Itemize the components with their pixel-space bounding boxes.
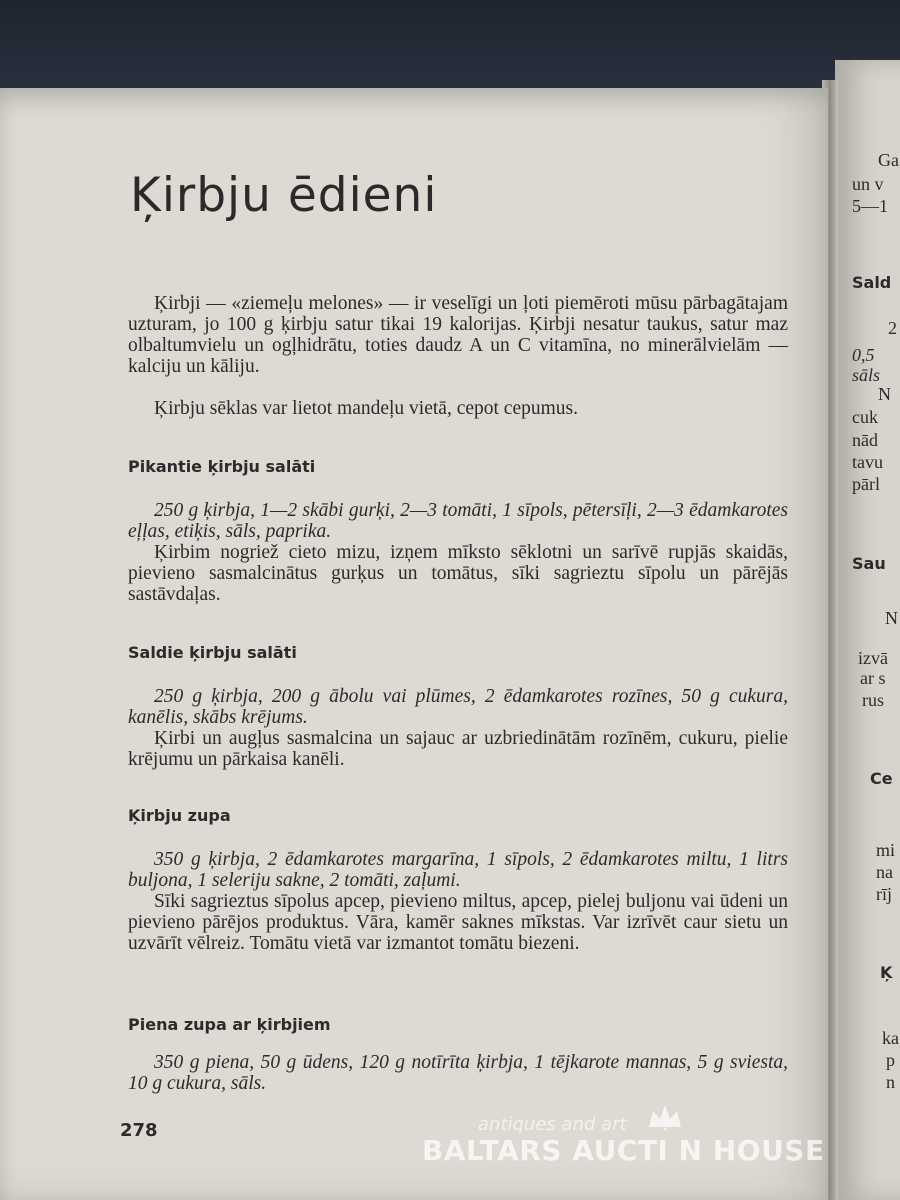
right-page-text: 2 (888, 318, 897, 338)
left-page (0, 88, 828, 1200)
right-page-text: pārl (852, 474, 880, 494)
recipe-heading: Saldie ķirbju salāti (128, 643, 297, 662)
recipe-ingredients: 350 g ķirbja, 2 ēdamkarotes margarīna, 1 sīpols, 2 ēdamkarotes miltu, 1 litrs buljona, 1 seleriju sakne, 2 tomāti, zaļumi. (128, 849, 788, 891)
right-page-text: rus (862, 690, 884, 710)
right-page-text: Ķ (880, 963, 893, 982)
right-page-text: na (876, 862, 893, 882)
right-page-text: Ga (878, 150, 899, 170)
watermark-brand: BALTARS AUCTI N HOUSE (422, 1134, 825, 1167)
right-page-text: N (878, 384, 891, 404)
page-title: Ķirbju ēdieni (130, 168, 438, 223)
crown-logo-icon (645, 1103, 685, 1131)
recipe-method: Ķirbi un augļus sasmalcina un sajauc ar uzbriedinātām rozīnēm, cukuru, pielie krējumu un pārkaisa kanēli. (128, 728, 788, 770)
right-page-text: un v (852, 174, 884, 194)
right-page-text: ar s (860, 668, 886, 688)
right-page-text: tavu (852, 452, 883, 472)
right-page-text: cuk (852, 407, 878, 427)
right-page-text: 5—1 (852, 196, 888, 216)
recipe-method: Sīki sagrieztus sīpolus apcep, pievieno miltus, apcep, pielej buljonu vai ūdeni un pievieno pārējos produktus. Vāra, kamēr saknes mīkstas. Var izrīvēt caur sietu un uzvārīt vēlreiz. Tomātu vietā var izmantot tomātu biezeni. (128, 891, 788, 954)
recipe-method: Ķirbim nogriež cieto mizu, izņem mīksto sēklotni un sarīvē rupjās skaidās, pievieno sasmalcinātus gurķus un tomātus, sīki sagrieztu sīpolu un pārējās sastāvdaļas. (128, 542, 788, 605)
intro-paragraph: Ķirbji — «ziemeļu melones» — ir veselīgi un ļoti piemēroti mūsu pārbagātajam uzturam, jo 100 g ķirbju satur tikai 19 kalorijas. Ķirbji nesatur taukus, satur maz olbaltumvielu un ogļhidrātu, toties daudz A un C vitamīna, no minerālvielām — kalciju un kāliju. (128, 293, 788, 377)
right-page-text: 0,5 (852, 345, 875, 365)
right-page-text: nād (852, 430, 878, 450)
right-page-text: n (886, 1072, 895, 1092)
right-page-text: Ce (870, 769, 893, 788)
right-page-text: ka (882, 1028, 899, 1048)
right-page-text: sāls (852, 365, 881, 385)
intro-paragraph: Ķirbju sēklas var lietot mandeļu vietā, cepot cepumus. (154, 398, 579, 419)
recipe-heading: Piena zupa ar ķirbjiem (128, 1015, 331, 1034)
recipe-ingredients: 350 g piena, 50 g ūdens, 120 g notīrīta ķirbja, 1 tējkarote mannas, 5 g sviesta, 10 g cukura, sāls. (128, 1052, 788, 1094)
right-page-text: izvā (858, 648, 888, 668)
page-number: 278 (120, 1120, 158, 1141)
right-page-text: Sald (852, 273, 892, 292)
recipe-ingredients: 250 g ķirbja, 200 g ābolu vai plūmes, 2 ēdamkarotes rozīnes, 50 g cukura, kanēlis, skābs krējums. (128, 686, 788, 728)
right-page-text: N (885, 608, 898, 628)
right-page-text: mi (876, 840, 896, 860)
right-page-text: p (886, 1050, 895, 1070)
right-page-text: Sau (852, 554, 886, 573)
right-page-text: rīj (876, 884, 892, 904)
watermark-tagline: antiques and art (478, 1114, 627, 1135)
recipe-heading: Pikantie ķirbju salāti (128, 457, 316, 476)
recipe-ingredients: 250 g ķirbja, 1—2 skābi gurķi, 2—3 tomāti, 1 sīpols, pētersīļi, 2—3 ēdamkarotes eļļas, etiķis, sāls, paprika. (128, 500, 788, 542)
recipe-heading: Ķirbju zupa (128, 806, 231, 825)
